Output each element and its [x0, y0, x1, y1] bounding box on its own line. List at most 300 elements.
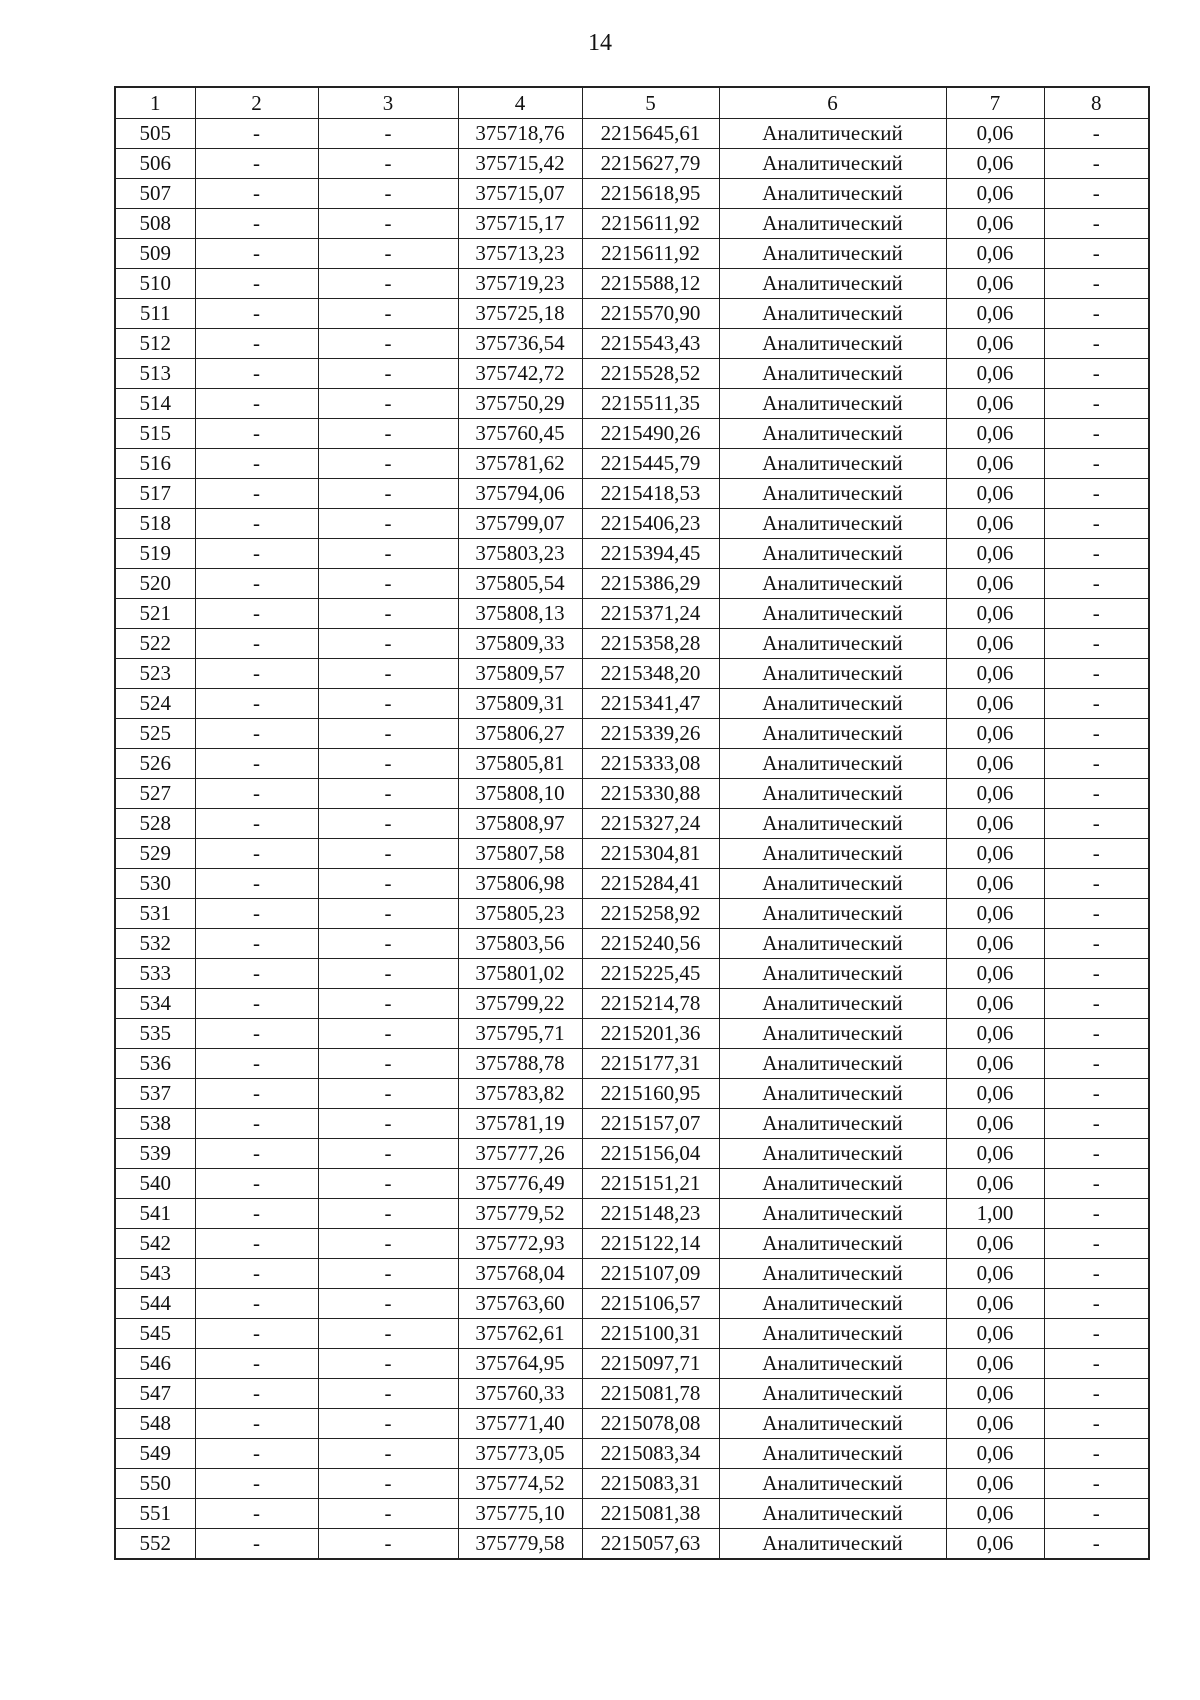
method: Аналитический — [719, 1499, 946, 1529]
point-number: 530 — [115, 869, 195, 899]
coord-y: 2215371,24 — [582, 599, 719, 629]
method: Аналитический — [719, 1199, 946, 1229]
accuracy: 0,06 — [946, 719, 1044, 749]
accuracy: 0,06 — [946, 1229, 1044, 1259]
table-row — [115, 869, 1149, 899]
accuracy: 0,06 — [946, 1259, 1044, 1289]
table-row — [115, 239, 1149, 269]
cell-col-8: - — [1044, 179, 1149, 209]
coord-x: 375781,19 — [458, 1109, 582, 1139]
coord-x: 375725,18 — [458, 299, 582, 329]
cell-col-2: - — [195, 179, 318, 209]
cell-col-3: - — [318, 449, 458, 479]
cell-col-3: - — [318, 1199, 458, 1229]
method: Аналитический — [719, 149, 946, 179]
column-header: 1 — [115, 87, 195, 119]
table-row — [115, 1259, 1149, 1289]
method: Аналитический — [719, 959, 946, 989]
cell-col-2: - — [195, 989, 318, 1019]
method: Аналитический — [719, 1259, 946, 1289]
cell-col-2: - — [195, 1289, 318, 1319]
table-row — [115, 299, 1149, 329]
method: Аналитический — [719, 1469, 946, 1499]
point-number: 522 — [115, 629, 195, 659]
cell-col-3: - — [318, 989, 458, 1019]
coord-y: 2215148,23 — [582, 1199, 719, 1229]
column-header: 6 — [719, 87, 946, 119]
coord-y: 2215156,04 — [582, 1139, 719, 1169]
cell-col-8: - — [1044, 479, 1149, 509]
cell-col-3: - — [318, 539, 458, 569]
point-number: 544 — [115, 1289, 195, 1319]
cell-col-8: - — [1044, 269, 1149, 299]
cell-col-3: - — [318, 1169, 458, 1199]
accuracy: 0,06 — [946, 539, 1044, 569]
cell-col-3: - — [318, 269, 458, 299]
accuracy: 0,06 — [946, 269, 1044, 299]
column-header: 8 — [1044, 87, 1149, 119]
coord-y: 2215543,43 — [582, 329, 719, 359]
cell-col-2: - — [195, 839, 318, 869]
cell-col-8: - — [1044, 1169, 1149, 1199]
table-row — [115, 389, 1149, 419]
coord-x: 375776,49 — [458, 1169, 582, 1199]
accuracy: 0,06 — [946, 1019, 1044, 1049]
cell-col-2: - — [195, 1349, 318, 1379]
cell-col-8: - — [1044, 1049, 1149, 1079]
method: Аналитический — [719, 389, 946, 419]
coord-x: 375806,27 — [458, 719, 582, 749]
coord-y: 2215418,53 — [582, 479, 719, 509]
coord-y: 2215160,95 — [582, 1079, 719, 1109]
coord-y: 2215645,61 — [582, 119, 719, 149]
method: Аналитический — [719, 1439, 946, 1469]
coord-x: 375772,93 — [458, 1229, 582, 1259]
accuracy: 0,06 — [946, 749, 1044, 779]
cell-col-8: - — [1044, 1529, 1149, 1560]
coord-x: 375794,06 — [458, 479, 582, 509]
table-row — [115, 449, 1149, 479]
point-number: 518 — [115, 509, 195, 539]
cell-col-3: - — [318, 689, 458, 719]
coord-y: 2215151,21 — [582, 1169, 719, 1199]
column-header: 7 — [946, 87, 1044, 119]
cell-col-3: - — [318, 629, 458, 659]
point-number: 536 — [115, 1049, 195, 1079]
point-number: 552 — [115, 1529, 195, 1560]
cell-col-3: - — [318, 1319, 458, 1349]
coord-x: 375808,13 — [458, 599, 582, 629]
coord-y: 2215107,09 — [582, 1259, 719, 1289]
coord-y: 2215348,20 — [582, 659, 719, 689]
cell-col-2: - — [195, 1409, 318, 1439]
accuracy: 0,06 — [946, 1409, 1044, 1439]
cell-col-3: - — [318, 1109, 458, 1139]
cell-col-2: - — [195, 1499, 318, 1529]
method: Аналитический — [719, 419, 946, 449]
table-row — [115, 1049, 1149, 1079]
accuracy: 0,06 — [946, 329, 1044, 359]
cell-col-3: - — [318, 509, 458, 539]
cell-col-8: - — [1044, 119, 1149, 149]
point-number: 551 — [115, 1499, 195, 1529]
coord-x: 375768,04 — [458, 1259, 582, 1289]
method: Аналитический — [719, 899, 946, 929]
point-number: 516 — [115, 449, 195, 479]
cell-col-8: - — [1044, 1259, 1149, 1289]
accuracy: 0,06 — [946, 959, 1044, 989]
cell-col-2: - — [195, 809, 318, 839]
coord-y: 2215358,28 — [582, 629, 719, 659]
cell-col-2: - — [195, 1229, 318, 1259]
point-number: 537 — [115, 1079, 195, 1109]
cell-col-8: - — [1044, 629, 1149, 659]
accuracy: 0,06 — [946, 629, 1044, 659]
table-row — [115, 1379, 1149, 1409]
cell-col-8: - — [1044, 1109, 1149, 1139]
cell-col-8: - — [1044, 839, 1149, 869]
coord-x: 375801,02 — [458, 959, 582, 989]
cell-col-2: - — [195, 539, 318, 569]
coord-y: 2215528,52 — [582, 359, 719, 389]
method: Аналитический — [719, 1379, 946, 1409]
cell-col-3: - — [318, 1049, 458, 1079]
cell-col-8: - — [1044, 509, 1149, 539]
cell-col-3: - — [318, 299, 458, 329]
coord-x: 375760,33 — [458, 1379, 582, 1409]
table-row — [115, 1529, 1149, 1560]
cell-col-8: - — [1044, 1439, 1149, 1469]
cell-col-3: - — [318, 1229, 458, 1259]
coord-y: 2215106,57 — [582, 1289, 719, 1319]
table-row — [115, 479, 1149, 509]
cell-col-3: - — [318, 179, 458, 209]
cell-col-2: - — [195, 959, 318, 989]
table-row — [115, 119, 1149, 149]
cell-col-3: - — [318, 749, 458, 779]
method: Аналитический — [719, 479, 946, 509]
coord-x: 375713,23 — [458, 239, 582, 269]
cell-col-2: - — [195, 1529, 318, 1560]
cell-col-2: - — [195, 1199, 318, 1229]
point-number: 528 — [115, 809, 195, 839]
coord-x: 375808,10 — [458, 779, 582, 809]
cell-col-3: - — [318, 1139, 458, 1169]
table-row — [115, 329, 1149, 359]
point-number: 510 — [115, 269, 195, 299]
coord-y: 2215081,78 — [582, 1379, 719, 1409]
accuracy: 0,06 — [946, 1499, 1044, 1529]
coord-x: 375805,23 — [458, 899, 582, 929]
table-row — [115, 269, 1149, 299]
table-row — [115, 1439, 1149, 1469]
cell-col-8: - — [1044, 1319, 1149, 1349]
point-number: 526 — [115, 749, 195, 779]
cell-col-3: - — [318, 1079, 458, 1109]
table-row — [115, 899, 1149, 929]
cell-col-2: - — [195, 659, 318, 689]
method: Аналитический — [719, 989, 946, 1019]
method: Аналитический — [719, 779, 946, 809]
coord-y: 2215330,88 — [582, 779, 719, 809]
cell-col-3: - — [318, 389, 458, 419]
cell-col-3: - — [318, 329, 458, 359]
point-number: 545 — [115, 1319, 195, 1349]
cell-col-2: - — [195, 209, 318, 239]
coord-x: 375760,45 — [458, 419, 582, 449]
cell-col-2: - — [195, 599, 318, 629]
coord-x: 375809,31 — [458, 689, 582, 719]
coord-x: 375764,95 — [458, 1349, 582, 1379]
cell-col-2: - — [195, 1079, 318, 1109]
coord-y: 2215122,14 — [582, 1229, 719, 1259]
accuracy: 0,06 — [946, 299, 1044, 329]
cell-col-3: - — [318, 419, 458, 449]
method: Аналитический — [719, 809, 946, 839]
accuracy: 0,06 — [946, 1439, 1044, 1469]
coord-x: 375779,58 — [458, 1529, 582, 1560]
table-row — [115, 569, 1149, 599]
table-row — [115, 689, 1149, 719]
coord-x: 375715,42 — [458, 149, 582, 179]
table-body — [115, 119, 1149, 1560]
accuracy: 0,06 — [946, 209, 1044, 239]
cell-col-8: - — [1044, 689, 1149, 719]
coord-x: 375715,07 — [458, 179, 582, 209]
cell-col-8: - — [1044, 989, 1149, 1019]
cell-col-8: - — [1044, 359, 1149, 389]
method: Аналитический — [719, 269, 946, 299]
cell-col-3: - — [318, 209, 458, 239]
point-number: 511 — [115, 299, 195, 329]
point-number: 535 — [115, 1019, 195, 1049]
accuracy: 0,06 — [946, 1049, 1044, 1079]
cell-col-8: - — [1044, 719, 1149, 749]
point-number: 527 — [115, 779, 195, 809]
method: Аналитический — [719, 299, 946, 329]
accuracy: 0,06 — [946, 359, 1044, 389]
cell-col-2: - — [195, 629, 318, 659]
point-number: 547 — [115, 1379, 195, 1409]
coord-y: 2215406,23 — [582, 509, 719, 539]
cell-col-2: - — [195, 569, 318, 599]
method: Аналитический — [719, 689, 946, 719]
coord-x: 375809,33 — [458, 629, 582, 659]
accuracy: 0,06 — [946, 239, 1044, 269]
cell-col-3: - — [318, 149, 458, 179]
cell-col-3: - — [318, 839, 458, 869]
accuracy: 0,06 — [946, 689, 1044, 719]
cell-col-3: - — [318, 959, 458, 989]
method: Аналитический — [719, 359, 946, 389]
table-row — [115, 509, 1149, 539]
table-row — [115, 209, 1149, 239]
method: Аналитический — [719, 1109, 946, 1139]
method: Аналитический — [719, 179, 946, 209]
accuracy: 0,06 — [946, 869, 1044, 899]
method: Аналитический — [719, 329, 946, 359]
point-number: 508 — [115, 209, 195, 239]
accuracy: 1,00 — [946, 1199, 1044, 1229]
method: Аналитический — [719, 1289, 946, 1319]
cell-col-8: - — [1044, 1379, 1149, 1409]
coord-y: 2215490,26 — [582, 419, 719, 449]
cell-col-2: - — [195, 479, 318, 509]
cell-col-8: - — [1044, 659, 1149, 689]
coord-x: 375803,56 — [458, 929, 582, 959]
method: Аналитический — [719, 1139, 946, 1169]
cell-col-3: - — [318, 119, 458, 149]
coord-y: 2215341,47 — [582, 689, 719, 719]
point-number: 506 — [115, 149, 195, 179]
table-row — [115, 1409, 1149, 1439]
table-row — [115, 1109, 1149, 1139]
table-row — [115, 1019, 1149, 1049]
coord-x: 375777,26 — [458, 1139, 582, 1169]
cell-col-8: - — [1044, 209, 1149, 239]
coord-y: 2215588,12 — [582, 269, 719, 299]
page-number: 14 — [588, 30, 612, 56]
cell-col-2: - — [195, 269, 318, 299]
cell-col-8: - — [1044, 1289, 1149, 1319]
coord-x: 375715,17 — [458, 209, 582, 239]
coordinates-table — [114, 86, 1150, 1560]
method: Аналитический — [719, 869, 946, 899]
accuracy: 0,06 — [946, 1109, 1044, 1139]
cell-col-8: - — [1044, 239, 1149, 269]
cell-col-3: - — [318, 239, 458, 269]
table-row — [115, 989, 1149, 1019]
method: Аналитический — [719, 569, 946, 599]
method: Аналитический — [719, 539, 946, 569]
accuracy: 0,06 — [946, 1379, 1044, 1409]
accuracy: 0,06 — [946, 779, 1044, 809]
cell-col-3: - — [318, 359, 458, 389]
cell-col-3: - — [318, 479, 458, 509]
cell-col-3: - — [318, 1529, 458, 1560]
coord-x: 375775,10 — [458, 1499, 582, 1529]
cell-col-3: - — [318, 1409, 458, 1439]
point-number: 539 — [115, 1139, 195, 1169]
cell-col-3: - — [318, 1469, 458, 1499]
coord-x: 375808,97 — [458, 809, 582, 839]
point-number: 524 — [115, 689, 195, 719]
cell-col-2: - — [195, 1319, 318, 1349]
coord-y: 2215394,45 — [582, 539, 719, 569]
table-row — [115, 779, 1149, 809]
point-number: 512 — [115, 329, 195, 359]
cell-col-8: - — [1044, 869, 1149, 899]
method: Аналитический — [719, 629, 946, 659]
method: Аналитический — [719, 1409, 946, 1439]
point-number: 507 — [115, 179, 195, 209]
point-number: 514 — [115, 389, 195, 419]
accuracy: 0,06 — [946, 479, 1044, 509]
cell-col-8: - — [1044, 419, 1149, 449]
cell-col-8: - — [1044, 449, 1149, 479]
cell-col-2: - — [195, 119, 318, 149]
table-header-row — [115, 87, 1149, 119]
table-row — [115, 419, 1149, 449]
method: Аналитический — [719, 929, 946, 959]
cell-col-2: - — [195, 1139, 318, 1169]
cell-col-2: - — [195, 1049, 318, 1079]
table-row — [115, 149, 1149, 179]
cell-col-2: - — [195, 359, 318, 389]
coord-y: 2215083,31 — [582, 1469, 719, 1499]
point-number: 525 — [115, 719, 195, 749]
point-number: 533 — [115, 959, 195, 989]
table-row — [115, 1139, 1149, 1169]
method: Аналитический — [719, 1019, 946, 1049]
cell-col-8: - — [1044, 1469, 1149, 1499]
accuracy: 0,06 — [946, 1139, 1044, 1169]
table-row — [115, 1229, 1149, 1259]
point-number: 513 — [115, 359, 195, 389]
coord-y: 2215618,95 — [582, 179, 719, 209]
cell-col-2: - — [195, 1109, 318, 1139]
table-row — [115, 599, 1149, 629]
coord-x: 375779,52 — [458, 1199, 582, 1229]
coord-x: 375774,52 — [458, 1469, 582, 1499]
accuracy: 0,06 — [946, 149, 1044, 179]
table-row — [115, 1289, 1149, 1319]
cell-col-2: - — [195, 509, 318, 539]
cell-col-3: - — [318, 659, 458, 689]
cell-col-8: - — [1044, 1199, 1149, 1229]
table-row — [115, 929, 1149, 959]
cell-col-2: - — [195, 1439, 318, 1469]
accuracy: 0,06 — [946, 119, 1044, 149]
coord-y: 2215611,92 — [582, 239, 719, 269]
point-number: 515 — [115, 419, 195, 449]
coord-y: 2215511,35 — [582, 389, 719, 419]
cell-col-3: - — [318, 809, 458, 839]
coord-y: 2215240,56 — [582, 929, 719, 959]
cell-col-8: - — [1044, 1079, 1149, 1109]
coord-y: 2215327,24 — [582, 809, 719, 839]
table-row — [115, 629, 1149, 659]
cell-col-8: - — [1044, 809, 1149, 839]
cell-col-8: - — [1044, 929, 1149, 959]
cell-col-3: - — [318, 1349, 458, 1379]
cell-col-2: - — [195, 1169, 318, 1199]
coord-y: 2215333,08 — [582, 749, 719, 779]
accuracy: 0,06 — [946, 449, 1044, 479]
method: Аналитический — [719, 839, 946, 869]
cell-col-2: - — [195, 419, 318, 449]
method: Аналитический — [719, 1079, 946, 1109]
point-number: 543 — [115, 1259, 195, 1289]
coord-x: 375762,61 — [458, 1319, 582, 1349]
table-row — [115, 1349, 1149, 1379]
cell-col-8: - — [1044, 539, 1149, 569]
point-number: 550 — [115, 1469, 195, 1499]
cell-col-2: - — [195, 1379, 318, 1409]
method: Аналитический — [719, 449, 946, 479]
coord-x: 375771,40 — [458, 1409, 582, 1439]
cell-col-3: - — [318, 719, 458, 749]
cell-col-3: - — [318, 1499, 458, 1529]
accuracy: 0,06 — [946, 899, 1044, 929]
accuracy: 0,06 — [946, 1529, 1044, 1560]
column-header: 5 — [582, 87, 719, 119]
table-row — [115, 749, 1149, 779]
coord-x: 375773,05 — [458, 1439, 582, 1469]
cell-col-8: - — [1044, 1019, 1149, 1049]
cell-col-8: - — [1044, 1409, 1149, 1439]
coord-x: 375788,78 — [458, 1049, 582, 1079]
